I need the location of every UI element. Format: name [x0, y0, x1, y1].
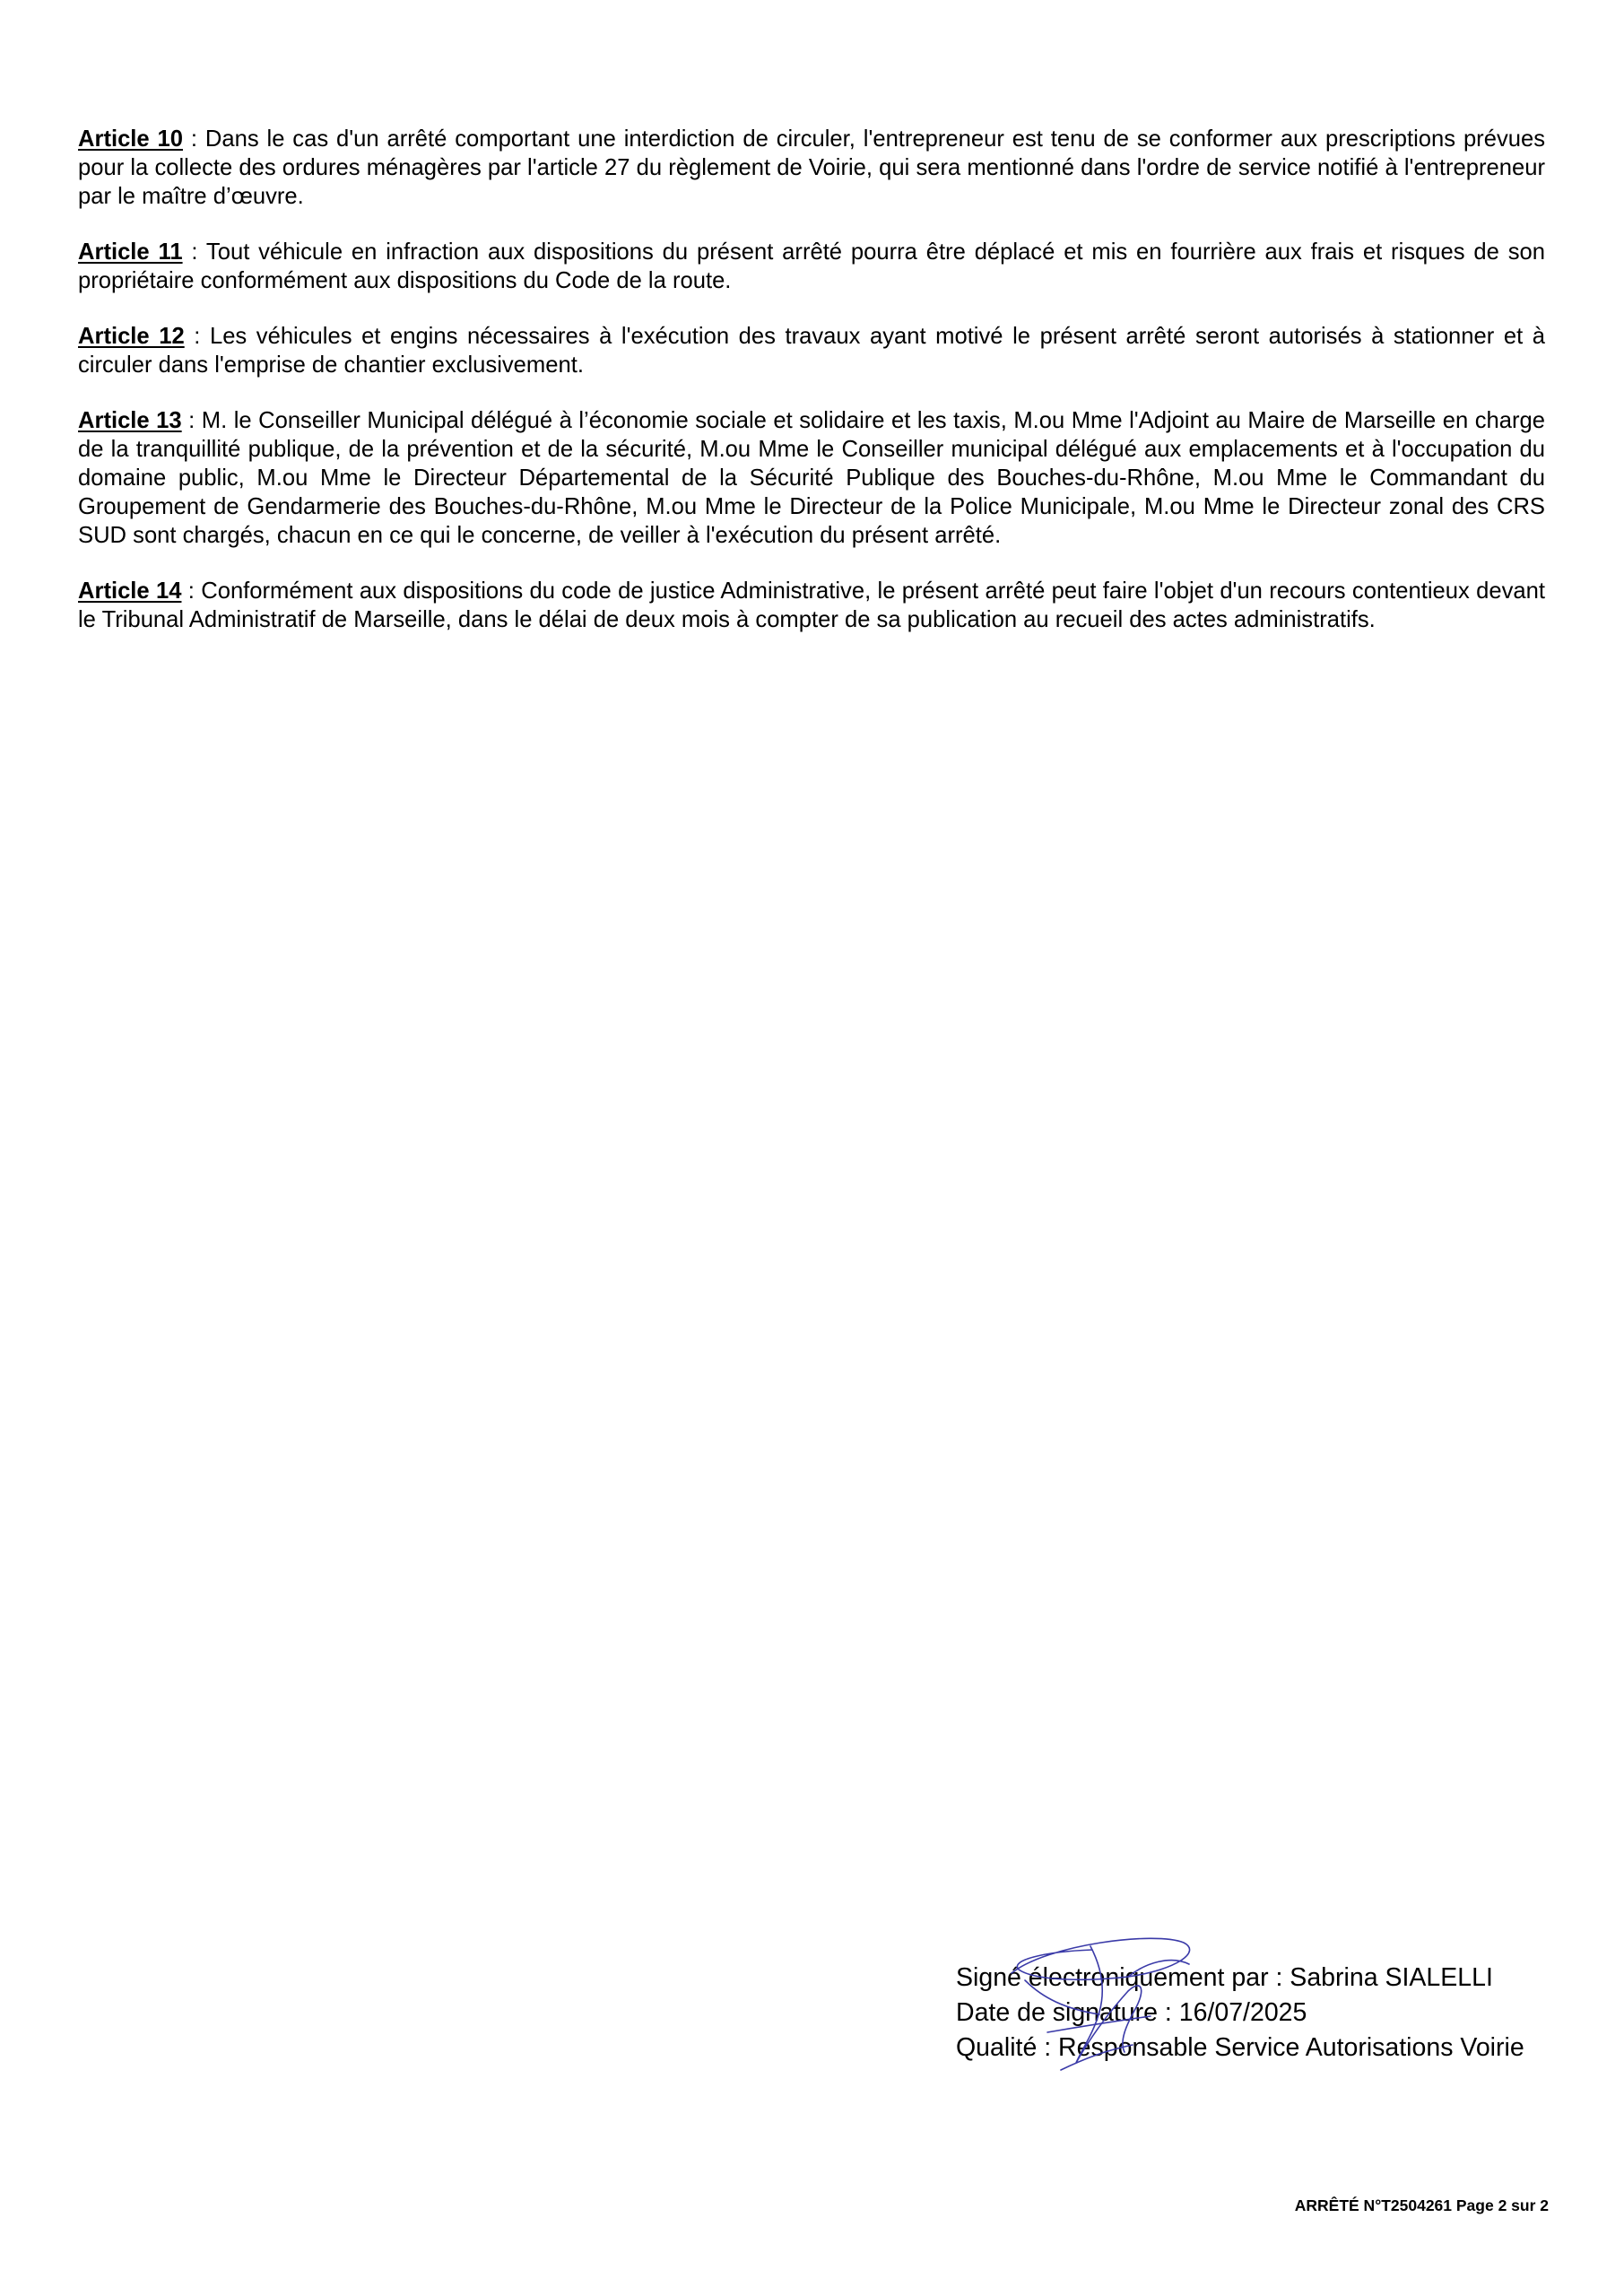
document-footer-reference: ARRÊTÉ N°T2504261 Page 2 sur 2	[1294, 2196, 1549, 2214]
article-11-label: Article 11	[78, 239, 183, 265]
article-12-text: : Les véhicules et engins nécessaires à l'exécution des travaux ayant motivé le présent arrêté seront autorisés à stationner et à circuler dans l'emprise de chantier exclusivement.	[78, 324, 1546, 378]
signer-quality-line: Qualité : Responsable Service Autorisations Voirie	[956, 2033, 1524, 2062]
article-12	[78, 322, 1545, 379]
article-13-text: : M. le Conseiller Municipal délégué à l’économie sociale et solidaire et les taxis, M.ou Mme l'Adjoint au Maire de Marseille en charge de la tranquillité publique, de la prévention et de la sécurité, M.ou Mme le Conseiller municipal délégué aux emplacements et à l'occupation du domaine public, M.ou Mme le Directeur Départemental de la Sécurité Publique des Bouches-du-Rhône, M.ou Mme le Commandant du Groupement de Gendarmerie des Bouches-du-Rhône, M.ou Mme le Directeur de la Police Municipale, M.ou Mme le Directeur zonal des CRS SUD sont chargés, chacun en ce qui le concerne, de veiller à l'exécution du présent arrêté.	[78, 408, 1546, 548]
electronic-signature-block	[956, 1961, 1548, 2066]
article-10-label: Article 10	[78, 126, 184, 152]
signed-by-line: Signé électroniquement par : Sabrina SIALELLI	[956, 1963, 1493, 1992]
article-13-label: Article 13	[78, 408, 182, 433]
article-11	[78, 238, 1545, 295]
signature-date-line: Date de signature : 16/07/2025	[956, 1998, 1307, 2027]
article-10	[78, 125, 1545, 211]
article-12-label: Article 12	[78, 324, 185, 349]
article-13	[78, 406, 1545, 550]
article-14	[78, 577, 1545, 634]
article-11-text: : Tout véhicule en infraction aux dispositions du présent arrêté pourra être déplacé et mis en fourrière aux frais et risques de son propriétaire conformément aux dispositions du Code de la route.	[78, 239, 1545, 293]
article-14-label: Article 14	[78, 578, 182, 604]
articles-section	[78, 125, 1545, 661]
article-10-text: : Dans le cas d'un arrêté comportant une interdiction de circuler, l'entrepreneur est tenu de se conformer aux prescriptions prévues pour la collecte des ordures ménagères par l'article 27 du règlement de Voirie, qui sera mentionné dans l'ordre de service notifié à l'entrepreneur par le maître d’œuvre.	[78, 126, 1545, 209]
article-14-text: : Conformément aux dispositions du code de justice Administrative, le présent arrêté peut faire l'objet d'un recours contentieux devant le Tribunal Administratif de Marseille, dans le délai de deux mois à compter de sa publication au recueil des actes administratifs.	[78, 578, 1545, 632]
